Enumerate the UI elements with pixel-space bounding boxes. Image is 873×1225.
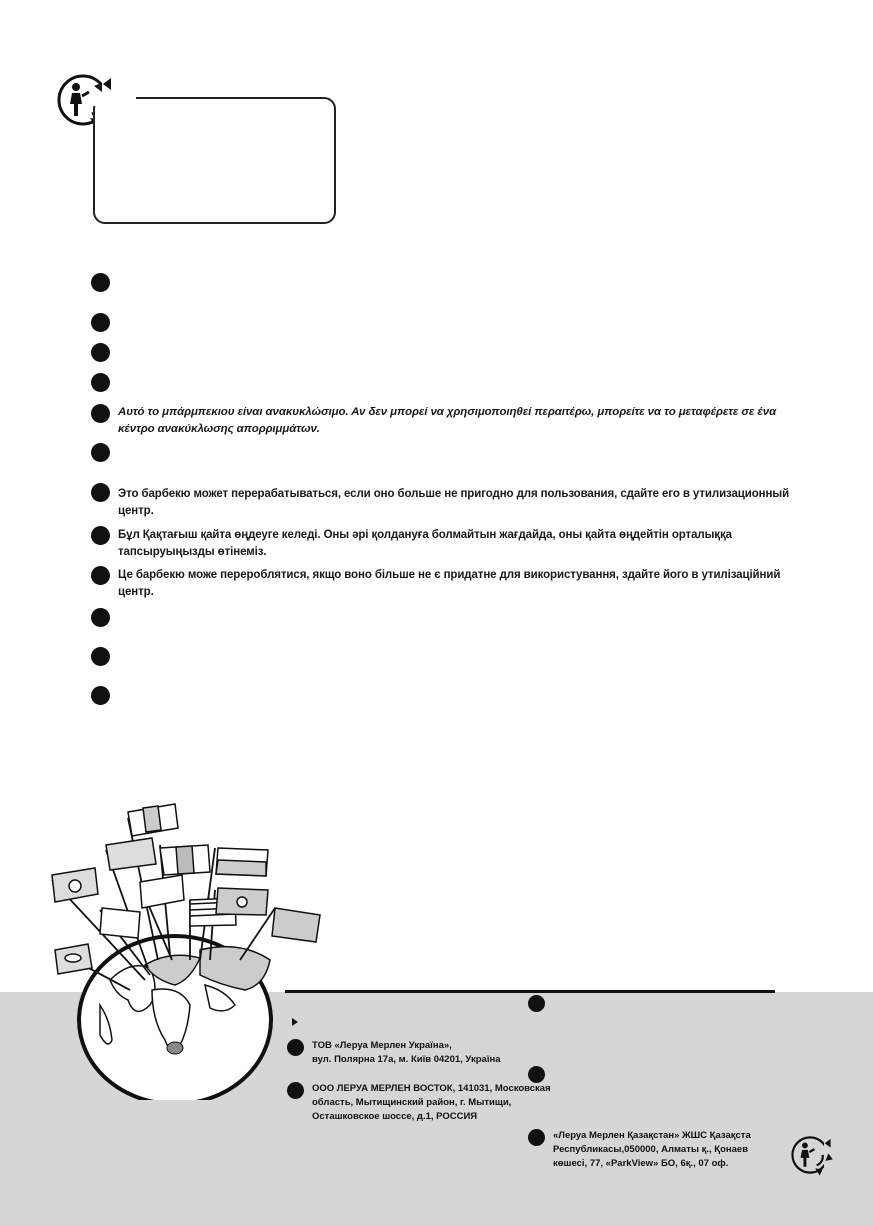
bullet-dot bbox=[91, 343, 110, 362]
bullet-dot bbox=[91, 647, 110, 666]
bullet-dot bbox=[91, 526, 110, 545]
address-ukraine-line1: ТОВ «Леруа Мерлен Україна», bbox=[312, 1040, 452, 1051]
bullet-dot bbox=[528, 1129, 545, 1146]
address-kazakhstan-line2: Республикасы,050000, Алматы қ., Қонаев bbox=[553, 1144, 749, 1155]
notice-ukrainian: Це барбекю може перероблятися, якщо воно більше не є придатне для використування, здайте його в утилізаційний центр. bbox=[118, 569, 781, 598]
bullet-dot bbox=[91, 443, 110, 462]
box-gap bbox=[92, 94, 136, 106]
bullet-dot bbox=[91, 686, 110, 705]
bullet-dot bbox=[287, 1039, 304, 1056]
bullet-dot bbox=[91, 483, 110, 502]
bullet-dot bbox=[91, 608, 110, 627]
bullet-dot bbox=[91, 373, 110, 392]
bullet-dot bbox=[528, 995, 545, 1012]
bullet-dot bbox=[91, 273, 110, 292]
address-russia-line1: ООО ЛЕРУА МЕРЛЕН ВОСТОК, 141031, Московская bbox=[312, 1083, 551, 1094]
triman-recycling-icon bbox=[790, 1133, 836, 1177]
info-box bbox=[93, 97, 336, 224]
bullet-dot bbox=[91, 313, 110, 332]
notice-russian: Это барбекю может перерабатываться, если оно больше не пригодно для пользования, сдайте его в утилизационный центр. bbox=[118, 488, 790, 517]
bullet-dot bbox=[287, 1082, 304, 1099]
address-kazakhstan-line1: «Леруа Мерлен Қазақстан» ЖШС Қазақста bbox=[553, 1130, 751, 1141]
address-russia-line3: Осташковское шоссе, д.1, РОССИЯ bbox=[312, 1111, 478, 1122]
address-russia-line2: область, Мытищинский район, г. Мытищи, bbox=[312, 1097, 512, 1108]
globe-with-flags-illustration bbox=[40, 790, 330, 1100]
address-kazakhstan-line3: көшесі, 77, «ParkView» БО, 6қ., 07 оф. bbox=[553, 1158, 729, 1169]
notice-greek: Αυτό το μπάρμπεκιου είναι ανακυκλώσιμο. Αν δεν μπορεί να χρησιμοποιηθεί περαιτέρω, μπορείτε να το μεταφέρετε σε ένα κέντρο ανακύκλωσης απορριμμάτων. bbox=[118, 406, 777, 435]
footer-rule bbox=[285, 990, 775, 993]
notice-kazakh: Бұл Қақтағыш қайта өңдеуге келеді. Оны әрі қолдануға болмайтын жағдайда, оны қайта өңдейтін орталыққа тапсыруыңызды өтінеміз. bbox=[118, 529, 732, 558]
address-ukraine-line2: вул. Полярна 17а, м. Київ 04201, Україна bbox=[312, 1054, 501, 1065]
bullet-dot bbox=[91, 404, 110, 423]
bullet-dot bbox=[91, 566, 110, 585]
bullet-dot bbox=[528, 1066, 545, 1083]
